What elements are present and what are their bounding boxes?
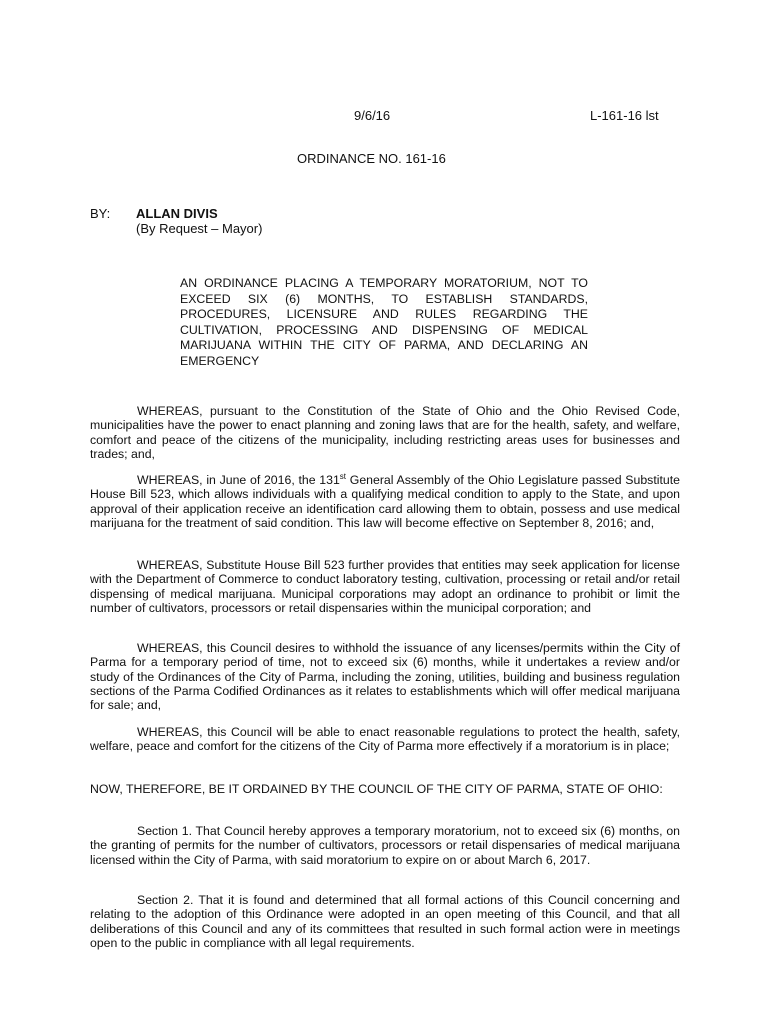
sponsor-label: BY: [90, 206, 111, 221]
whereas-paragraph-5: WHEREAS, this Council will be able to enact reasonable regulations to protect the health, safety, welfare, peace and comfort for the citizens of the City of Parma more effectively if a moratorium is in place; [90, 725, 680, 754]
ordinance-caption: AN ORDINANCE PLACING A TEMPORARY MORATORIUM, NOT TO EXCEED SIX (6) MONTHS, TO ESTABLISH STANDARDS, PROCEDURES, LICENSURE AND RULES REGARDING THE CULTIVATION, PROCESSING AND DISPENSING OF MEDICAL MARIJUANA WITHIN THE CITY OF PARMA, AND DECLARING AN EMERGENCY [180, 276, 588, 368]
whereas-2-text-b: General Assembly of the Ohio Legislature passed Substitute House Bill 523, which allows individuals with a qualifying medical condition to apply to the State, and upon approval of their application receive an identification card allowing them to obtain, possess and use medical marijuana for the treatment of said condition. This law will become effective on September 8, 2016; and, [90, 473, 680, 530]
section-2: Section 2. That it is found and determined that all formal actions of this Council concerning and relating to the adoption of this Ordinance were adopted in an open meeting of this Council, and that all deliberations of this Council and any of its committees that resulted in such formal action were in meetings open to the public in compliance with all legal requirements. [90, 893, 680, 950]
sponsor-name: ALLAN DIVIS [136, 206, 218, 221]
document-date: 9/6/16 [354, 108, 391, 123]
whereas-2-text-a: WHEREAS, in June of 2016, the 131 [137, 473, 340, 487]
whereas-paragraph-1: WHEREAS, pursuant to the Constitution of the State of Ohio and the Ohio Revised Code, municipalities have the power to enact planning and zoning laws that are for the health, safety, and welfare, comfort and peace of the citizens of the municipality, including restricting areas uses for businesses and trades; and, [90, 404, 680, 461]
whereas-paragraph-3: WHEREAS, Substitute House Bill 523 further provides that entities may seek application for license with the Department of Commerce to conduct laboratory testing, cultivation, processing or retail and/or retail dispensing of medical marijuana. Municipal corporations may adopt an ordinance to prohibit or limit the number of cultivators, processors or retail dispensaries within the municipal corporation; and [90, 558, 680, 615]
whereas-paragraph-4: WHEREAS, this Council desires to withhold the issuance of any licenses/permits within the City of Parma for a temporary period of time, not to exceed six (6) months, while it undertakes a review and/or study of the Ordinances of the City of Parma, including the zoning, utilities, building and business regulation sections of the Parma Codified Ordinances as it relates to establishments which will offer medical marijuana for sale; and, [90, 641, 680, 713]
whereas-paragraph-2 [90, 473, 680, 530]
section-1: Section 1. That Council hereby approves a temporary moratorium, not to exceed six (6) months, on the granting of permits for the number of cultivators, processors or retail dispensaries of medical marijuana licensed within the City of Parma, with said moratorium to expire on or about March 6, 2017. [90, 824, 680, 867]
document-reference: L-161-16 lst [590, 108, 659, 123]
sponsor-note: (By Request – Mayor) [136, 221, 263, 236]
whereas-2-ordinal-suffix: st [339, 471, 347, 481]
ordinance-number: ORDINANCE NO. 161-16 [297, 151, 446, 166]
enacting-clause: NOW, THEREFORE, BE IT ORDAINED BY THE COUNCIL OF THE CITY OF PARMA, STATE OF OHIO: [90, 782, 663, 796]
